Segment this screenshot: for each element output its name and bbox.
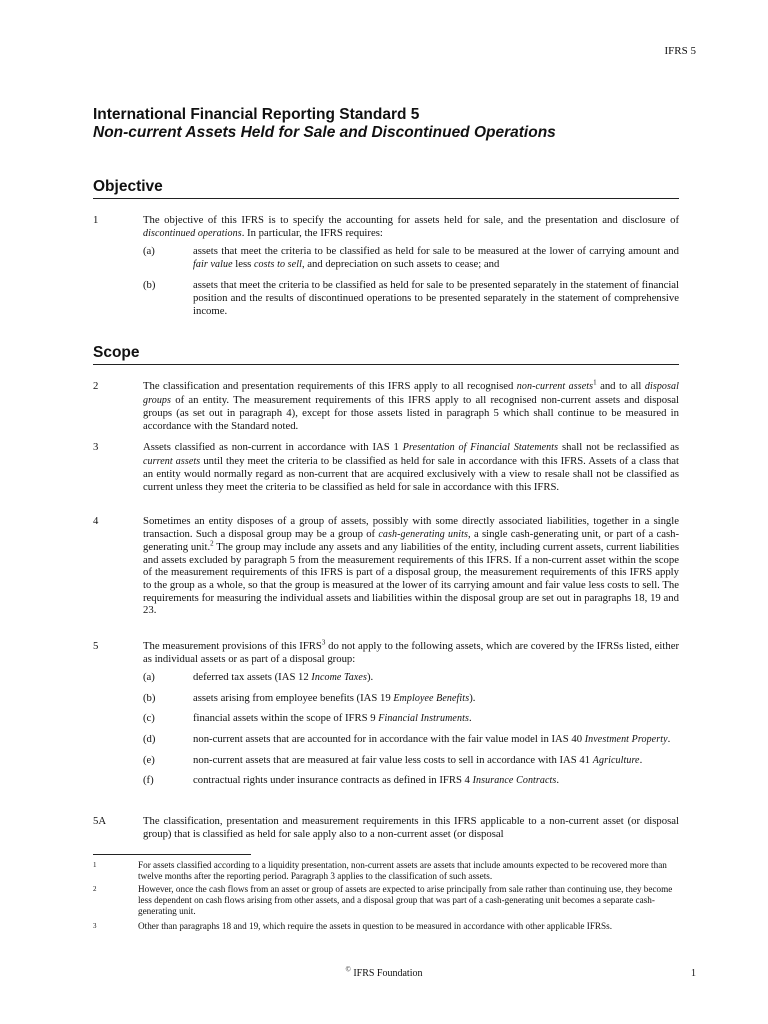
paragraph-4 <box>93 515 679 617</box>
item-label: (f) <box>143 774 154 787</box>
paragraph-1 <box>93 214 679 317</box>
defined-term: disposal groups <box>143 381 679 406</box>
paragraph-5 <box>93 640 679 788</box>
paragraph-number: 2 <box>93 380 99 392</box>
objective-rule <box>93 198 679 199</box>
footnote <box>93 860 679 882</box>
item-label: (a) <box>143 671 155 684</box>
item-label: (b) <box>143 279 156 292</box>
scope-rule <box>93 364 679 365</box>
footnote-ref: 3 <box>321 638 326 647</box>
defined-term: discontinued operations <box>143 227 242 239</box>
paragraph-number: 1 <box>93 214 99 226</box>
list-item: (b) assets arising from employee benefits (IAS 19 Employee Benefits). <box>143 691 476 704</box>
standard-title: International Financial Reporting Standard 5 <box>93 106 420 123</box>
copyright-symbol: © <box>345 965 351 974</box>
objective-heading: Objective <box>93 178 163 195</box>
paragraph-text: Sometimes an entity disposes of a group of assets, possibly with some directly associated liabilities, together in a single transaction. Such a disposal group may be a group of cash-generating units, a single cash-generating unit, or part of a cash-generating unit.$^2$ The group may include any assets and any liabilities of the entity, including current assets, current liabilities and assets excluded by paragraph 5 from the measurement requirements of this IFRS. If a non-current asset within the scope of the measurement requirements of this IFRS is part of a disposal group, the measurement requirements of this IFRS apply to the group as a whole, so that the group is measured at the lower of its carrying amount and fair value less costs to sell. The requirements for measuring the individual assets and liabilities within the disposal group are set out in paragraphs 18, 19 and 23. <box>143 515 680 617</box>
item-label: (d) <box>143 732 156 745</box>
footnote-text: For assets classified according to a liquidity presentation, non-current assets are assets that include amounts expected to be recovered more than twelve months after the reporting period. Paragraph 3 applies to the classification of such assets. <box>138 860 667 882</box>
paragraph-text: The classification and presentation requirements of this IFRS apply to all recognised non-current assets$^1$ and to all disposal groups of an entity. The measurement requirements of this IFRS apply to all recognised non-current assets and disposal groups (as set out in paragraph 4), except for those assets listed in paragraph 5 which shall continue to be measured in accordance with the Standard noted. <box>143 378 679 432</box>
defined-term: Insurance Contracts <box>472 775 557 787</box>
paragraph-5a <box>93 815 679 840</box>
footnote <box>93 884 679 918</box>
defined-term: Employee Benefits <box>393 692 470 704</box>
paragraph-number: 5A <box>93 815 107 827</box>
paragraph-number: 3 <box>93 441 99 453</box>
paragraph-text: Assets classified as non-current in accordance with IAS 1 Presentation of Financial Statements shall not be reclassified as current assets until they meet the criteria to be classified as held for sale in accordance with this IFRS. Assets of a class that an entity would normally regard as non-current that are acquired exclusively with a view to resale shall not be classified as current unless they meet the criteria to be classified as held for sale in accordance with this IFRS. <box>143 441 679 493</box>
paragraph-2 <box>93 380 679 432</box>
defined-term: Agriculture <box>592 754 640 766</box>
paragraph-text: The classification, presentation and measurement requirements in this IFRS applicable to a non-current asset (or disposal group) that is classified as held for sale apply also to a non-current asset (or disposal <box>143 815 679 840</box>
list-item: (a) assets that meet the criteria to be classified as held for sale to be measured at the lower of carrying amount and fair value less costs to sell, and depreciation on such assets to cease; and <box>143 245 679 270</box>
defined-term: non-current assets <box>516 381 594 392</box>
list-item: (f) contractual rights under insurance contracts as defined in IFRS 4 Insurance Contracts. <box>143 774 560 787</box>
footnote-number: 3 <box>93 922 97 930</box>
defined-term: Presentation of Financial Statements <box>402 442 559 453</box>
footnote-ref: 1 <box>593 378 597 387</box>
standard-subtitle: Non-current Assets Held for Sale and Discontinued Operations <box>93 124 556 141</box>
footnote-number: 2 <box>93 885 97 893</box>
page-number: 1 <box>691 968 696 979</box>
defined-term: cash-generating units <box>378 528 469 540</box>
item-label: (e) <box>143 753 155 766</box>
defined-term: costs to sell <box>253 258 302 270</box>
paragraph-text: The objective of this IFRS is to specify the accounting for assets held for sale, and the presentation and disclosure of discontinued operations. In particular, the IFRS requires: <box>143 214 679 239</box>
page-footer <box>0 965 768 979</box>
defined-term: Investment Property <box>584 733 668 745</box>
defined-term: fair value <box>193 258 233 270</box>
list-item: (a) deferred tax assets (IAS 12 Income Taxes). <box>143 671 374 684</box>
list-item: (e) non-current assets that are measured at fair value less costs to sell in accordance with IAS 41 Agriculture. <box>143 753 643 766</box>
paragraph-text: The measurement provisions of this IFRS$^3$ do not apply to the following assets, which are covered by the IFRSs listed, either as individual assets or as part of a disposal group: <box>143 638 680 665</box>
item-label: (b) <box>143 691 156 704</box>
list-item: (c) financial assets within the scope of IFRS 9 Financial Instruments. <box>143 712 472 725</box>
paragraph-number: 4 <box>93 515 99 527</box>
publisher: IFRS Foundation <box>353 968 423 979</box>
footnote-text: However, once the cash flows from an asset or group of assets are expected to arise principally from sale rather than continuing use, they become less dependent on cash flows arising from other assets, and a disposal group that was part of a cash-generating unit becomes a separate cash-generating unit. <box>138 884 673 917</box>
paragraph-3 <box>93 441 679 493</box>
defined-term: Income Taxes <box>311 672 367 684</box>
list-item: (b) assets that meet the criteria to be classified as held for sale to be presented separately in the statement of financial position and the results of discontinued operations to be presented separately in the statement of comprehensive income. <box>143 279 679 317</box>
running-head: IFRS 5 <box>664 45 696 57</box>
item-label: (c) <box>143 712 155 725</box>
list-item: (d) non-current assets that are accounted for in accordance with the fair value model in IAS 40 Investment Property. <box>143 732 671 745</box>
item-label: (a) <box>143 245 155 258</box>
footnote-ref: 2 <box>210 539 214 548</box>
footnote-number: 1 <box>93 861 97 869</box>
footnote-rule <box>93 854 251 855</box>
paragraph-number: 5 <box>93 640 99 652</box>
defined-term: Financial Instruments <box>378 713 469 725</box>
scope-heading: Scope <box>93 344 140 361</box>
footnote-text: Other than paragraphs 18 and 19, which require the assets in question to be measured in accordance with other applicable IFRSs. <box>138 921 613 931</box>
defined-term: current assets <box>143 455 201 467</box>
footnote <box>93 921 679 932</box>
